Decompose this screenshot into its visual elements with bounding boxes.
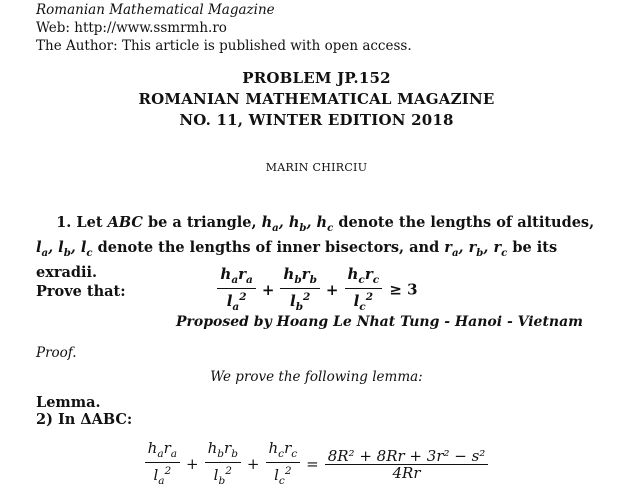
problem-statement: 1. Let ABC be a triangle, $h_a$, $h_b$, $h_c$ denote the lengths of altitudes, $l_a$, $l_b$, $l_c$ denote the lengths of inner bisectors, and $r_a$, $r_b$, $r_c$ be its exradii. Prove that: bbox=[36, 214, 595, 300]
lemma-item: 2) In ΔABC: bbox=[36, 411, 133, 428]
proposed-by: Proposed by Hoang Le Nhat Tung - Hanoi - Vietnam bbox=[175, 314, 583, 330]
lemma-identity: $\frac{h_ar_a}{l_a^2}$ + $\frac{h_br_b}{l_b^2}$ + $\frac{h_cr_c}{l_c^2}$ = $\frac{\text{8R² + 8Rr + 3r² − s²}}{4Rr}$ bbox=[0, 440, 633, 489]
inequality: $\frac{h_ar_a}{l_a^2}$ + $\frac{h_br_b}{l_b^2}$ + $\frac{h_cr_c}{l_c^2}$ ≥ 3 bbox=[0, 266, 633, 315]
title-line-1: PROBLEM JP.152 bbox=[242, 69, 391, 87]
lemma-intro: We prove the following lemma: bbox=[210, 369, 423, 385]
title-line-3: NO. 11, WINTER EDITION 2018 bbox=[179, 111, 454, 129]
author-name: MARIN CHIRCIU bbox=[265, 161, 368, 174]
web-link[interactable]: Web: http://www.ssmrmh.ro bbox=[36, 20, 227, 36]
title-line-2: ROMANIAN MATHEMATICAL MAGAZINE bbox=[138, 90, 495, 108]
author-note: The Author: This article is published with open access. bbox=[36, 38, 412, 54]
magazine-name: Romanian Mathematical Magazine bbox=[36, 2, 275, 18]
proof-label: Proof. bbox=[36, 345, 77, 361]
lemma-label: Lemma. bbox=[36, 394, 101, 411]
